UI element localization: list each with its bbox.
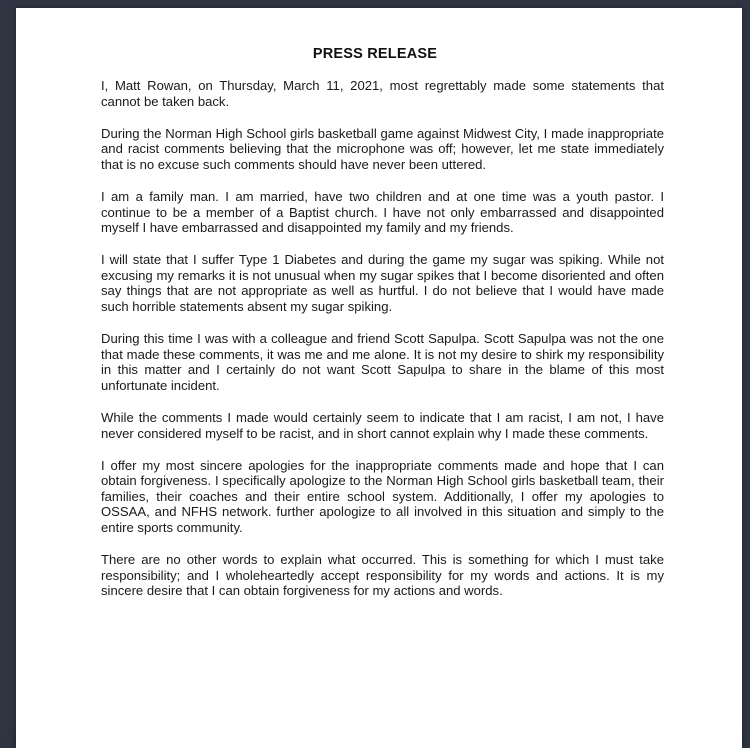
paragraph: I am a family man. I am married, have two children and at one time was a youth pastor. I continue to be a member of a Baptist church. I have not only embarrassed and disappointed myself I have embarrassed and disappointed my family and my friends. [101,188,664,236]
paragraph: While the comments I made would certainly seem to indicate that I am racist, I am not, I have never considered myself to be racist, and in short cannot explain why I made these comments. [101,410,664,441]
paragraph: I will state that I suffer Type 1 Diabetes and during the game my sugar was spiking. While not excusing my remarks it is not unusual when my sugar spikes that I become disoriented and often say things that are not appropriate as well as hurtful. I do not believe that I would have made such horrible statements absent my sugar spiking. [101,252,664,315]
paragraph: There are no other words to explain what occurred. This is something for which I must take responsibility; and I wholeheartedly accept responsibility for my words and actions. It is my sincere desire that I can obtain forgiveness for my actions and words. [101,552,664,599]
paragraph: During this time I was with a colleague and friend Scott Sapulpa. Scott Sapulpa was not the one that made these comments, it was me and me alone. It is not my desire to shirk my responsibility in this matter and I certainly do not want Scott Sapulpa to share in the blame of this most unfortunate incident. [101,331,664,393]
document-title: PRESS RELEASE [312,46,438,62]
document-body [101,78,664,615]
paragraph: During the Norman High School girls basketball game against Midwest City, I made inappropriate and racist comments believing that the microphone was off; however, let me state immediately that is no excuse such comments should have never been uttered. [101,125,664,172]
paragraph: I, Matt Rowan, on Thursday, March 11, 2021, most regrettably made some statements that cannot be taken back. [101,78,664,109]
paragraph: I offer my most sincere apologies for the inappropriate comments made and hope that I can obtain forgiveness. I specifically apologize to the Norman High School girls basketball team, their families, their coaches and their entire school system. Additionally, I offer my apologies to OSSAA, and NFHS network. further apologize to all involved in this situation and simply to the entire sports community. [101,457,664,536]
document-page [16,8,742,748]
